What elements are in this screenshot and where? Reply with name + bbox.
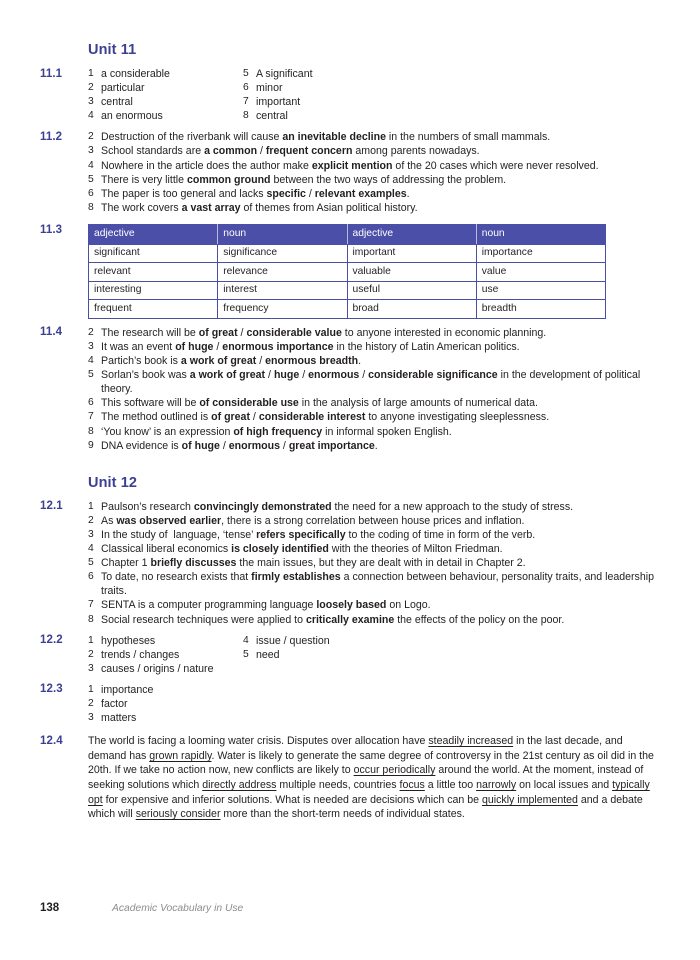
unit-heading: Unit 12 (88, 474, 138, 491)
answer-item-number: 3 (88, 145, 94, 157)
answer-item-text: The work covers a vast array of themes from Asian political history. (101, 201, 418, 214)
table-row (89, 244, 606, 263)
page-content (40, 42, 660, 822)
page-number: 138 (40, 902, 60, 914)
answer-item (88, 159, 660, 173)
answer-item (88, 500, 660, 514)
answer-item (88, 613, 660, 627)
page-footer (40, 902, 660, 914)
answer-item-number: 4 (243, 634, 249, 646)
table-column-header: adjective (89, 224, 218, 244)
answer-item (88, 556, 660, 570)
answer-item-text: a considerable (101, 68, 170, 80)
table-cell: use (476, 281, 605, 300)
answer-item-number: 1 (88, 500, 94, 512)
answer-item-number: 6 (88, 187, 94, 199)
answer-item (88, 354, 660, 368)
answer-item-number: 8 (243, 110, 249, 122)
answer-item (88, 542, 660, 556)
answer-item (88, 634, 243, 648)
exercise-body (88, 500, 660, 627)
exercise-number: 12.4 (40, 734, 63, 747)
answer-item-number: 5 (243, 648, 249, 660)
answer-item-number: 2 (88, 648, 94, 660)
answer-item-text: SENTA is a computer programming language loosely based on Logo. (101, 599, 431, 612)
answer-item-number: 3 (88, 712, 94, 724)
table-cell: value (476, 263, 605, 282)
answer-item-number: 2 (88, 131, 94, 143)
answer-item-text: Partich’s book is a work of great / enormous breadth. (101, 355, 362, 368)
answer-item (88, 570, 660, 598)
answer-item (88, 187, 660, 201)
answer-item (88, 711, 243, 725)
answer-item-number: 2 (88, 326, 94, 338)
exercise-number: 11.3 (40, 224, 63, 237)
table-cell: valuable (347, 263, 476, 282)
exercise-number: 12.1 (40, 500, 63, 513)
answer-item-text: central (256, 110, 288, 123)
answer-item (243, 95, 660, 109)
two-column-answer-list (88, 67, 660, 123)
answer-item-number: 4 (88, 355, 94, 367)
answer-item-number: 5 (88, 557, 94, 569)
table-cell: importance (476, 244, 605, 263)
answer-item-number: 6 (88, 571, 94, 583)
answer-item-text: A significant (256, 68, 313, 80)
answer-item-number: 3 (88, 528, 94, 540)
exercise-11-2 (40, 130, 660, 215)
answer-item (88, 67, 243, 81)
answer-item (88, 697, 243, 711)
answer-item-number: 6 (243, 82, 249, 94)
table-cell: relevance (218, 263, 347, 282)
answer-item (88, 173, 660, 187)
answer-item-text: The paper is too general and lacks specific / relevant examples. (101, 187, 410, 200)
answer-item-number: 4 (88, 159, 94, 171)
answer-item-text: factor (101, 697, 128, 710)
answer-item-text: DNA evidence is of huge / enormous / great importance. (101, 439, 378, 452)
table-cell: interest (218, 281, 347, 300)
two-column-answer-list (88, 634, 660, 676)
spacer (40, 627, 660, 634)
answer-item-number: 1 (88, 683, 94, 695)
exercise-12-2 (40, 634, 660, 676)
answer-item-number: 7 (88, 599, 94, 611)
spacer (40, 453, 660, 475)
answer-paragraph: The world is facing a looming water crisis. Disputes over allocation have steadily increased in the last decade, and demand has grown rapidly. Water is likely to generate the same degree of controversy in the 21st century as oil did in the 20th. If we take no action now, new conflicts are likely to occur periodically around the world. At the moment, instead of seeking solutions which directly address multiple needs, countries focus a little too narrowly on local issues and typically opt for expensive and inferior solutions. What is needed are decisions which can be quickly implemented and a debate which will seriously consider more than the short-term needs of individual states. (88, 735, 654, 821)
answer-item-text: School standards are a common / frequent concern among parents nowadays. (101, 145, 480, 158)
spacer (40, 491, 660, 500)
table-row (89, 263, 606, 282)
spacer (40, 58, 660, 67)
spacer (40, 215, 660, 224)
table-cell: frequency (218, 300, 347, 319)
answer-item-text: The research will be of great / considerable value to anyone interested in economic planning. (101, 326, 547, 339)
table-cell: useful (347, 281, 476, 300)
exercise-body (88, 67, 660, 123)
table-cell: significant (89, 244, 218, 263)
answer-item-text: matters (101, 712, 137, 725)
answer-item-text: In the study of language, ‘tense’ refers specifically to the coding of time in form of the verb. (101, 528, 536, 541)
exercise-body (88, 734, 660, 822)
answer-item (88, 410, 660, 424)
table-header-row (89, 224, 606, 244)
answer-item-number: 9 (88, 439, 94, 451)
answer-item-number: 8 (88, 201, 94, 213)
book-title: Academic Vocabulary in Use (112, 903, 244, 914)
answer-column-left (88, 683, 243, 725)
spacer (40, 676, 660, 683)
answer-item (88, 340, 660, 354)
answer-item (243, 109, 660, 123)
exercise-body (88, 130, 660, 215)
answer-item-number: 7 (243, 96, 249, 108)
answer-item (88, 201, 660, 215)
exercise-body (88, 326, 660, 453)
exercise-number: 12.3 (40, 683, 63, 696)
answer-item-text: particular (101, 82, 145, 95)
answer-item-text: causes / origins / nature (101, 662, 214, 675)
answer-item-number: 4 (88, 110, 94, 122)
table-column-header: noun (476, 224, 605, 244)
answer-item (88, 144, 660, 158)
exercise-12-4 (40, 734, 660, 822)
answer-item-number: 5 (88, 369, 94, 381)
answer-item-number: 7 (88, 411, 94, 423)
answer-item-text: importance (101, 683, 154, 696)
answer-item (88, 81, 243, 95)
exercise-11-4 (40, 326, 660, 453)
answer-item-number: 2 (88, 82, 94, 94)
exercise-12-1 (40, 500, 660, 627)
answer-item (88, 439, 660, 453)
answer-item-text: There is very little common ground between the two ways of addressing the problem. (101, 173, 507, 186)
answer-item-number: 8 (88, 613, 94, 625)
exercise-number: 11.1 (40, 67, 63, 80)
answer-item (88, 662, 243, 676)
exercise-number: 11.2 (40, 130, 63, 143)
answer-item-text: Destruction of the riverbank will cause an inevitable decline in the numbers of small mammals. (101, 131, 551, 144)
answer-item-text: an enormous (101, 110, 163, 123)
answer-item (88, 130, 660, 144)
answer-item-text: issue / question (256, 634, 330, 647)
exercise-11-3 (40, 224, 660, 319)
two-column-answer-list (88, 683, 660, 725)
answer-item (88, 683, 243, 697)
table-row (89, 300, 606, 319)
exercise-number: 12.2 (40, 634, 63, 647)
answer-item-text: ‘You know’ is an expression of high frequency in informal spoken English. (101, 425, 452, 438)
answer-item-number: 2 (88, 697, 94, 709)
exercise-12-3 (40, 683, 660, 725)
answer-item-text: To date, no research exists that firmly establishes a connection between behaviour, personality traits, and leadership traits. (101, 571, 654, 598)
answer-column-left (88, 634, 243, 676)
answer-item (88, 514, 660, 528)
table-cell: frequent (89, 300, 218, 319)
answer-item-text: Nowhere in the article does the author make explicit mention of the 20 cases which were never resolved. (101, 159, 599, 172)
answer-item (243, 67, 660, 81)
answer-item (88, 326, 660, 340)
answer-item (88, 368, 660, 396)
answer-item-text: important (256, 96, 301, 109)
answer-item-number: 4 (88, 543, 94, 555)
answer-item (243, 81, 660, 95)
answer-item (88, 598, 660, 612)
answer-item-number: 8 (88, 425, 94, 437)
table-column-header: adjective (347, 224, 476, 244)
answer-item-number: 3 (88, 662, 94, 674)
answer-item-text: Social research techniques were applied to critically examine the effects of the policy on the poor. (101, 613, 565, 626)
table-cell: significance (218, 244, 347, 263)
table-cell: important (347, 244, 476, 263)
exercise-number: 11.4 (40, 326, 63, 339)
exercise-body (88, 683, 660, 725)
answer-item-text: Chapter 1 briefly discusses the main issues, but they are dealt with in detail in Chapter 2. (101, 557, 526, 570)
answer-column-left (88, 67, 243, 123)
answer-item-text: Classical liberal economics is closely identified with the theories of Milton Friedman. (101, 543, 503, 556)
answer-item-text: hypotheses (101, 634, 156, 647)
answer-item-number: 3 (88, 96, 94, 108)
answer-item-text: This software will be of considerable use in the analysis of large amounts of numerical data. (101, 397, 538, 410)
answer-item (88, 95, 243, 109)
table-cell: broad (347, 300, 476, 319)
answer-item-text: need (256, 648, 280, 661)
answer-item-number: 1 (88, 68, 94, 79)
unit-heading: Unit 11 (88, 42, 137, 58)
answer-item-number: 5 (243, 68, 249, 79)
answer-column-right (243, 634, 660, 662)
answer-item (88, 109, 243, 123)
answer-item-text: Paulson’s research convincingly demonstrated the need for a new approach to the study of stress. (101, 500, 574, 513)
exercise-body (88, 224, 660, 319)
answer-item-text: central (101, 96, 133, 109)
answer-item-number: 5 (88, 173, 94, 185)
answer-item (88, 528, 660, 542)
answer-item-text: Sorlan’s book was a work of great / huge / enormous / considerable significance in the development of political theory. (101, 369, 641, 396)
answer-item-text: minor (256, 82, 283, 95)
answer-item-number: 1 (88, 634, 94, 646)
answer-item (88, 425, 660, 439)
table-cell: relevant (89, 263, 218, 282)
table-column-header: noun (218, 224, 347, 244)
table-row (89, 281, 606, 300)
spacer (40, 725, 660, 734)
answer-item-text: The method outlined is of great / considerable interest to anyone investigating sleeplessness. (101, 411, 550, 424)
spacer (40, 123, 660, 130)
table-cell: interesting (89, 281, 218, 300)
answer-item-text: As was observed earlier, there is a strong correlation between house prices and inflation. (101, 514, 525, 527)
answer-column-right (243, 67, 660, 123)
table-cell: breadth (476, 300, 605, 319)
answer-item (243, 634, 660, 648)
answer-item-number: 6 (88, 397, 94, 409)
answer-item (88, 396, 660, 410)
exercise-body (88, 634, 660, 676)
adjective-noun-table (88, 224, 606, 319)
spacer (40, 319, 660, 326)
answer-item-text: It was an event of huge / enormous importance in the history of Latin American politics. (101, 341, 520, 353)
answer-item-number: 2 (88, 514, 94, 526)
answer-item-number: 3 (88, 341, 94, 352)
exercise-11-1 (40, 67, 660, 123)
answer-item-text: trends / changes (101, 648, 180, 661)
answer-item (88, 648, 243, 662)
answer-item (243, 648, 660, 662)
